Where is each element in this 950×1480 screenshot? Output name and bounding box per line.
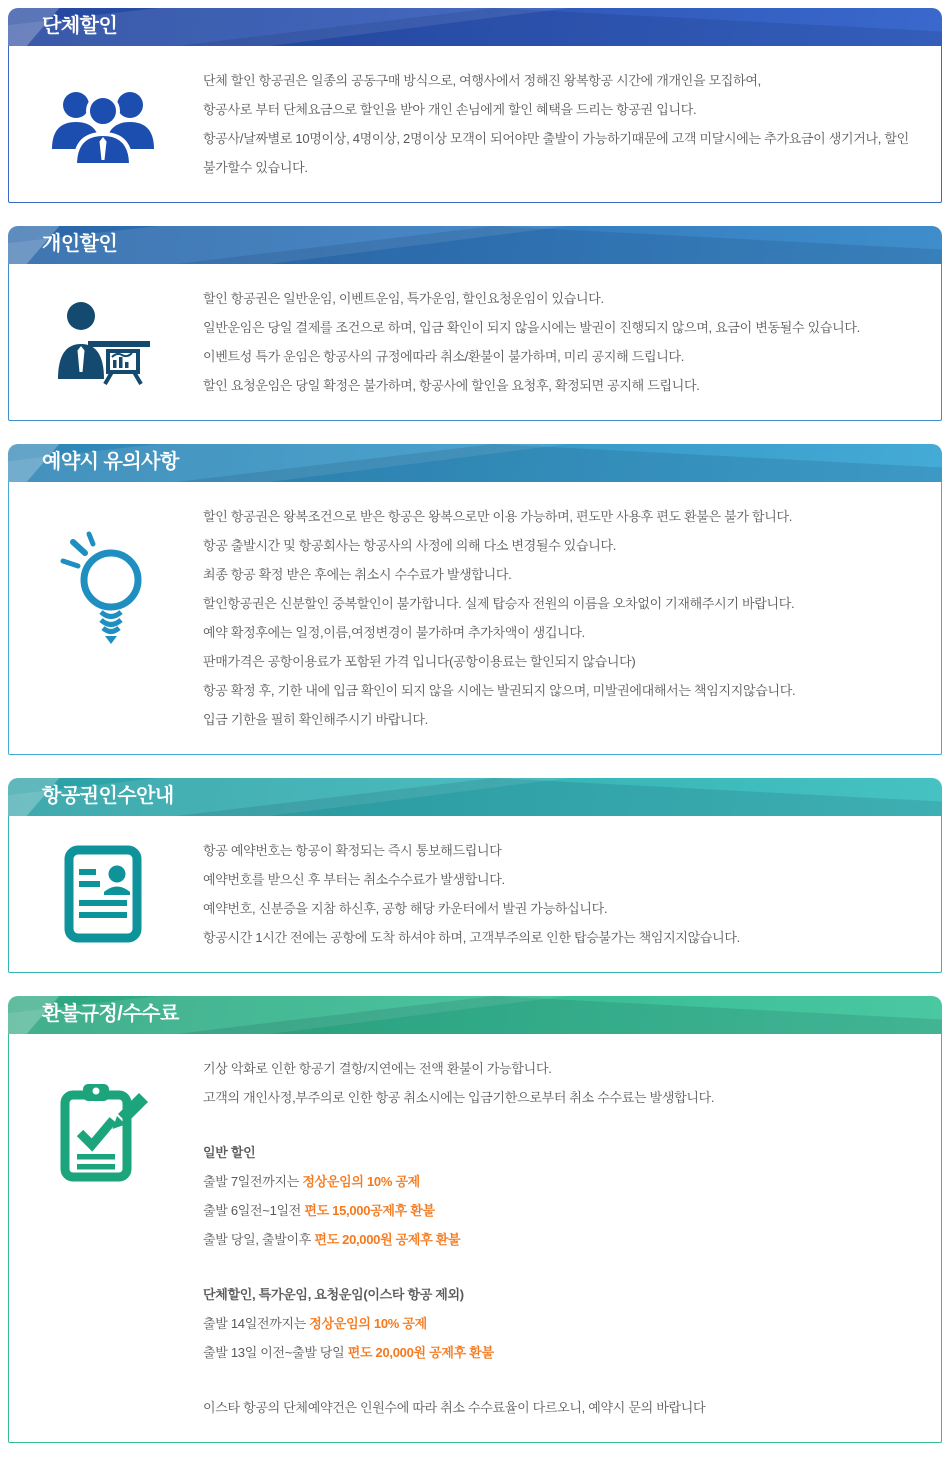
info-line: 항공사/날짜별로 10명이상, 4명이상, 2명이상 모객이 되어야만 출발이 가능하기때문에 고객 미달시에는 추가요금이 생기거나, 할인 불가할수 있습니다. xyxy=(203,131,909,175)
section-refund-policy xyxy=(8,996,942,1443)
rule-prefix: 출발 당일, 출발이후 xyxy=(203,1232,315,1247)
refund-rule xyxy=(203,1309,917,1338)
info-line: 항공 확정 후, 기한 내에 입금 확인이 되지 않을 시에는 발권되지 않으며, 미발권에대해서는 책임지지않습니다. xyxy=(203,683,796,698)
rule-highlight: 정상운임의 10% 공제 xyxy=(302,1174,420,1189)
section-text xyxy=(203,502,917,734)
rule-highlight: 편도 20,000원 공제후 환불 xyxy=(314,1232,461,1247)
info-line: 일반운임은 당일 결제를 조건으로 하며, 입금 확인이 되지 않을시에는 발권이 진행되지 않으며, 요금이 변동될수 있습니다. xyxy=(203,320,860,335)
refund-rule xyxy=(203,1196,917,1225)
section-title: 예약시 유의사항 xyxy=(42,451,179,473)
section-header-refund-policy xyxy=(8,996,942,1034)
rule-prefix: 출발 7일전까지는 xyxy=(203,1174,303,1189)
section-header-reservation-notice xyxy=(8,444,942,482)
clipboard-check-icon xyxy=(37,1078,169,1184)
info-line: 기상 악화로 인한 항공기 결항/지연에는 전액 환불이 가능합니다. xyxy=(203,1061,552,1076)
info-line: 고객의 개인사정,부주의로 인한 항공 취소시에는 입금기한으로부터 취소 수수료는 발생합니다. xyxy=(203,1090,715,1105)
lightbulb-icon xyxy=(37,526,169,646)
section-title: 단체할인 xyxy=(42,15,118,37)
section-body xyxy=(8,46,942,203)
info-line: 할인 요청운임은 당일 확정은 불가하며, 항공사에 할인을 요청후, 확정되면 공지해 드립니다. xyxy=(203,378,700,393)
info-line: 항공 예약번호는 항공이 확정되는 즉시 통보해드립니다 xyxy=(203,843,502,858)
section-title: 개인할인 xyxy=(42,233,118,255)
info-line: 항공사로 부터 단체요금으로 할인을 받아 개인 손님에게 할인 혜택을 드리는 항공권 입니다. xyxy=(203,102,697,117)
section-group-discount xyxy=(8,8,942,203)
info-line: 최종 항공 확정 받은 후에는 취소시 수수료가 발생합니다. xyxy=(203,567,512,582)
section-body xyxy=(8,816,942,973)
section-text xyxy=(203,284,917,400)
section-header-ticket-receipt xyxy=(8,778,942,816)
rule-highlight: 편도 20,000원 공제후 환불 xyxy=(347,1345,494,1360)
section-header-group-discount xyxy=(8,8,942,46)
section-reservation-notice xyxy=(8,444,942,755)
section-text xyxy=(203,836,917,952)
presenter-icon xyxy=(37,299,169,385)
rule-prefix: 출발 6일전~1일전 xyxy=(203,1203,305,1218)
info-line: 판매가격은 공항이용료가 포함된 가격 입니다(공항이용료는 할인되지 않습니다) xyxy=(203,654,636,669)
section-text xyxy=(203,1054,917,1422)
refund-subheading-group: 단체할인, 특가운임, 요청운임(이스타 항공 제외) xyxy=(203,1287,464,1302)
refund-rule xyxy=(203,1225,917,1254)
rule-highlight: 편도 15,000공제후 환불 xyxy=(304,1203,435,1218)
section-title: 환불규정/수수료 xyxy=(42,1003,179,1025)
section-text xyxy=(203,66,917,182)
rule-prefix: 출발 14일전까지는 xyxy=(203,1316,310,1331)
info-line: 항공시간 1시간 전에는 공항에 도착 하셔야 하며, 고객부주의로 인한 탑승불가는 책임지지않습니다. xyxy=(203,930,740,945)
rule-prefix: 출발 13일 이전~출발 당일 xyxy=(203,1345,348,1360)
info-line: 단체 할인 항공권은 일종의 공동구매 방식으로, 여행사에서 정해진 왕복항공 시간에 개개인을 모집하여, xyxy=(203,73,761,88)
refund-rule xyxy=(203,1338,917,1367)
group-people-icon xyxy=(37,81,169,167)
info-line: 예약 확정후에는 일정,이름,여정변경이 불가하며 추가차액이 생깁니다. xyxy=(203,625,585,640)
section-ticket-receipt xyxy=(8,778,942,973)
section-header-personal-discount xyxy=(8,226,942,264)
info-line: 항공 출발시간 및 항공회사는 항공사의 사정에 의해 다소 변경될수 있습니다. xyxy=(203,538,617,553)
info-line: 입금 기한을 필히 확인해주시기 바랍니다. xyxy=(203,712,428,727)
info-line: 예약번호, 신분증을 지참 하신후, 공항 해당 카운터에서 발권 가능하십니다. xyxy=(203,901,608,916)
refund-subheading-general: 일반 할인 xyxy=(203,1145,256,1160)
section-title: 항공권인수안내 xyxy=(42,785,174,807)
info-line: 할인항공권은 신분할인 중복할인이 불가합니다. 실제 탑승자 전원의 이름을 오차없이 기재해주시기 바랍니다. xyxy=(203,596,795,611)
info-line: 이벤트성 특가 운임은 항공사의 규정에따라 취소/환불이 불가하며, 미리 공지해 드립니다. xyxy=(203,349,685,364)
section-body xyxy=(8,264,942,421)
info-line: 할인 항공권은 왕복조건으로 받은 항공은 왕복으로만 이용 가능하며, 편도만 사용후 편도 환불은 불가 합니다. xyxy=(203,509,793,524)
info-line: 예약번호를 받으신 후 부터는 취소수수료가 발생합니다. xyxy=(203,872,505,887)
section-personal-discount xyxy=(8,226,942,421)
refund-rule xyxy=(203,1167,917,1196)
section-body xyxy=(8,482,942,755)
section-body xyxy=(8,1034,942,1443)
rule-highlight: 정상운임의 10% 공제 xyxy=(309,1316,427,1331)
eastar-note: 이스타 항공의 단체예약건은 인원수에 따라 취소 수수료율이 다르오니, 예약시 문의 바랍니다 xyxy=(203,1400,706,1415)
info-line: 할인 항공권은 일반운임, 이벤트운임, 특가운임, 할인요청운임이 있습니다. xyxy=(203,291,604,306)
id-card-icon xyxy=(37,844,169,944)
